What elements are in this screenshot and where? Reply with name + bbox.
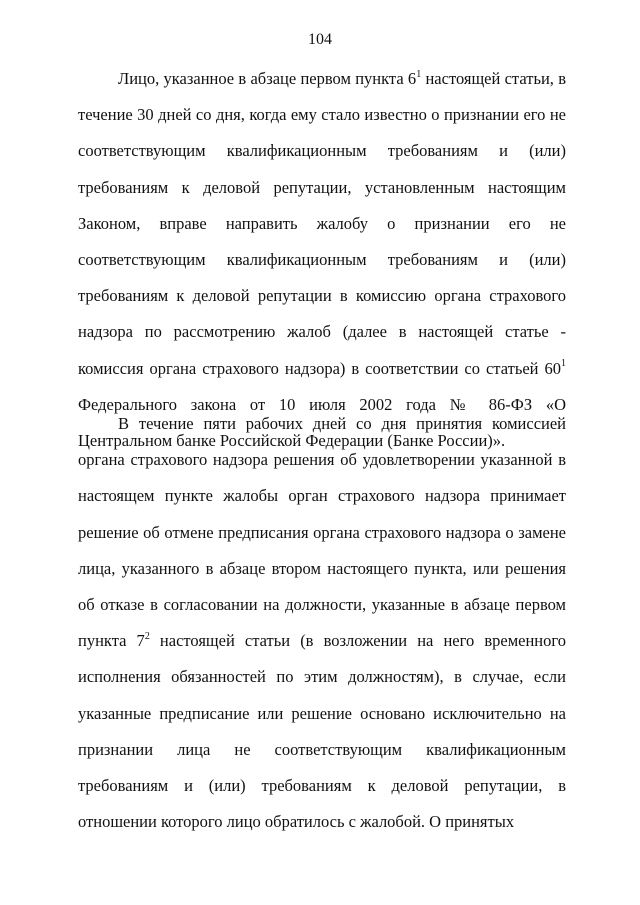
paragraph-1-text-part-3: Федерального закона от 10 июля 2002 года № 86-ФЗ «О Центральном банке Российской Федерации (Банке России)». xyxy=(78,394,566,451)
paragraph-2-text-part-2: настоящей статьи (в возложении на него временного исполнения обязанностей по этим должностям), в случае, если указанные предписание или решение основано исключительно на признании лица не соответствующим квалификационным требованиям и (или) требованиям к деловой репутации, в отношении которого лицо обратилось с жалобой. О принятых xyxy=(78,631,566,832)
paragraph-1-text-part-2: настоящей статьи, в течение 30 дней со дня, когда ему стало известно о признании его не соответствующим квалификационным требованиям и (или) требованиям к деловой репутации, установленным настоящим Законом, вправе направить жалобу о признании его не соответствующим квалификационным требованиям и (или) требованиям к деловой репутации в комиссию органа страхового надзора по рассмотрению жалоб (далее в настоящей статье - комиссия органа страхового надзора) в соответствии со статьей 60 xyxy=(78,69,566,378)
page-number: 104 xyxy=(308,31,332,48)
paragraph-2-text-part-1: В течение пяти рабочих дней со дня принятия комиссией органа страхового надзора решения об удовлетворении указанной в настоящем пункте жалобы орган страхового надзора принимает решение об отмене предписания органа страхового надзора о замене лица, указанного в абзаце втором настоящего пункта, или решения об отказе в согласовании на должности, указанные в абзаце первом пункта 7 xyxy=(78,414,566,651)
paragraph-1 xyxy=(78,61,566,459)
superscript-60-1: 1 xyxy=(561,358,566,370)
superscript-7-2: 2 xyxy=(144,630,150,642)
superscript-6-1: 1 xyxy=(416,68,422,80)
paragraph-1-text-part-1: Лицо, указанное в абзаце первом пункта 6 xyxy=(118,69,417,88)
paragraph-2 xyxy=(78,406,566,840)
